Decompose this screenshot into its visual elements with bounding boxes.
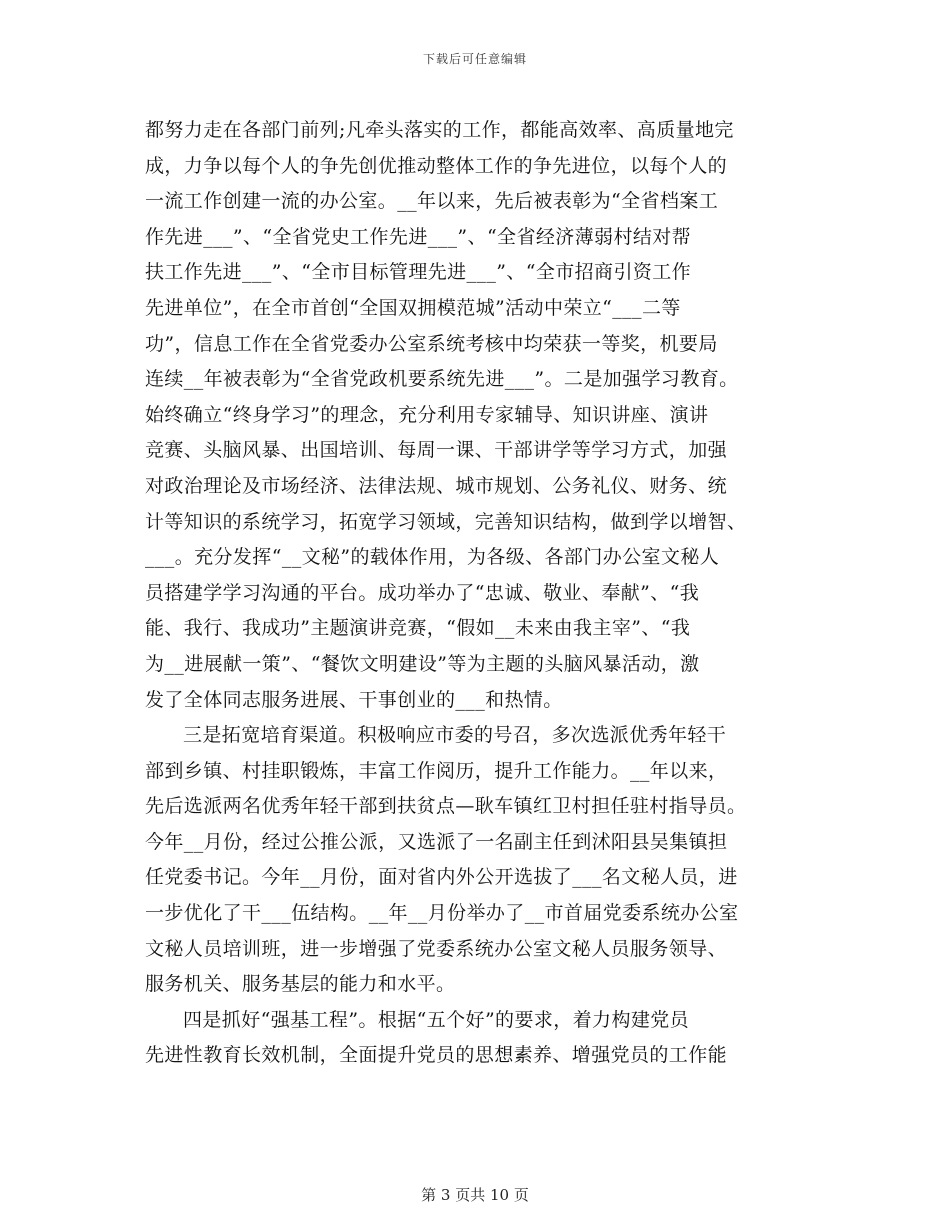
text-line: 员搭建学学习沟通的平台。成功举办了“忠诚、敬业、奉献”、“我 — [145, 581, 700, 604]
text-line: 先进性教育长效机制，全面提升党员的思想素养、增强党员的工作能 — [145, 1044, 728, 1067]
page-header: 下载后可任意编辑 — [422, 52, 527, 66]
text-line: 任党委书记。今年__月份，面对省内外公开选拔了___名文秘人员，进 — [145, 866, 738, 889]
text-line: 始终确立“终身学习”的理念，充分利用专家辅导、知识讲座、演讲 — [145, 403, 709, 426]
text-line: 竞赛、头脑风暴、出国培训、每周一课、干部讲学等学习方式，加强 — [145, 439, 728, 462]
text-line: 能、我行、我成功”主题演讲竞赛，“假如__未来由我主宰”、“我 — [145, 617, 691, 640]
text-line: 作先进___”、“全省党史工作先进___”、“全省经济薄弱村结对帮 — [145, 225, 692, 248]
text-line: ___。充分发挥“__文秘”的载体作用，为各级、各部门办公室文秘人 — [145, 546, 720, 569]
text-line: 一流工作创建一流的办公室。__年以来，先后被表彰为“全省档案工 — [145, 190, 719, 213]
text-line: 服务机关、服务基层的能力和水平。 — [145, 973, 456, 996]
paragraph-first-line: 四是抓好“强基工程”。根据“五个好”的要求，着力构建党员 — [183, 1008, 690, 1031]
text-line: 为__进展献一策”、“餐饮文明建设”等为主题的头脑风暴活动，激 — [145, 652, 700, 675]
text-line: 一步优化了干___伍结构。__年__月份举办了__市首届党委系统办公室 — [145, 902, 739, 925]
text-line: 功”，信息工作在全省党委办公室系统考核中均荣获一等奖，机要局 — [145, 332, 718, 355]
text-line: 连续__年被表彰为“全省党政机要系统先进___”。二是加强学习教育。 — [145, 368, 739, 391]
text-line: 扶工作先进___”、“全市目标管理先进___”、“全市招商引资工作 — [145, 261, 692, 284]
text-line: 发了全体同志服务进展、干事创业的___和热情。 — [145, 688, 563, 711]
text-line: 先后选派两名优秀年轻干部到扶贫点—耿车镇红卫村担任驻村指导员。 — [145, 795, 747, 818]
text-line: 都努力走在各部门前列;凡牵头落实的工作，都能高效率、高质量地完 — [145, 119, 734, 141]
text-line: 成，力争以每个人的争先创优推动整体工作的争先进位，以每个人的 — [145, 154, 728, 177]
text-line: 文秘人员培训班，进一步增强了党委系统办公室文秘人员服务领导、 — [145, 937, 728, 960]
body-text — [145, 113, 810, 1074]
text-line: 对政治理论及市场经济、法律法规、城市规划、公务礼仪、财务、统 — [145, 474, 728, 497]
text-line: 先进单位”，在全市首创“全国双拥模范城”活动中荣立“___二等 — [145, 296, 681, 319]
text-line: 今年__月份，经过公推公派，又选派了一名副主任到沭阳县吴集镇担 — [145, 830, 728, 853]
text-line: 部到乡镇、村挂职锻炼，丰富工作阅历，提升工作能力。__年以来， — [145, 759, 728, 782]
text-line: 计等知识的系统学习，拓宽学习领域，完善知识结构，做到学以增智、 — [145, 510, 747, 533]
paragraph-first-line: 三是拓宽培育渠道。积极响应市委的号召，多次选派优秀年轻干 — [183, 724, 727, 747]
page-number: 第 3 页共 10 页 — [421, 1186, 529, 1204]
